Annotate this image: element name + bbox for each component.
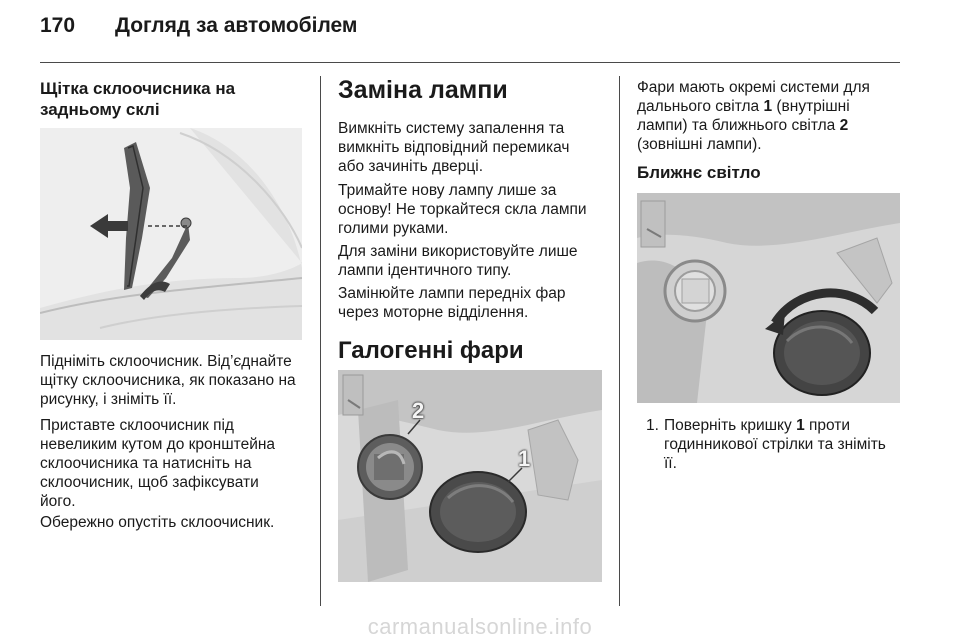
paragraph-engine-compartment: Замінюйте лампи передніх фар через моторне відділення.	[338, 285, 566, 321]
paragraph-separate-systems: Фари мають окремі системи для дальнього світла 1 (внутрішні лампи) та ближнього світла 2 (зовнішні лампи).	[637, 79, 870, 153]
step-remove-cover: Поверніть кришку 1 проти годинникової стрілки та зніміть її.	[664, 417, 886, 472]
subheading-low-beam: Ближнє світло	[637, 163, 761, 182]
watermark: carmanualsonline.info	[367, 614, 593, 639]
paragraph-identical-bulbs: Для заміни використовуйте лише лампи ідентичного типу.	[338, 243, 578, 279]
low-beam-cover-illustration	[637, 193, 900, 403]
page-number: 170	[40, 14, 76, 37]
paragraph-detach-wiper: Підніміть склоочисник. Від’єднайте щітку склоочисника, як показано на рисунку, і зніміть її.	[40, 353, 296, 408]
paragraph-hold-bulb: Тримайте нову лампу лише за основу! Не торкайтеся скла лампи голими руками.	[338, 182, 587, 237]
column-divider-1	[320, 76, 321, 606]
halogen-headlight-illustration	[338, 370, 602, 582]
paragraph-ignition-off: Вимкніть систему запалення та вимкніть відповідний перемикач або зачиніть дверці.	[338, 120, 570, 175]
step-number: 1.	[646, 417, 659, 434]
paragraph-lower-wiper: Обережно опустіть склоочисник.	[40, 514, 275, 531]
rear-wiper-illustration	[40, 128, 302, 340]
figure-label-2: 2	[412, 398, 425, 423]
figure-label-1: 1	[518, 446, 531, 471]
paragraph-attach-wiper: Приставте склоочисник під невеликим кутом до кронштейна склоочисника та натисніть на склоочисник, щоб зафіксувати його.	[40, 417, 276, 510]
column-divider-2	[619, 76, 620, 606]
section-heading-rear-wiper: Щітка склоочисника на задньому склі	[40, 79, 236, 119]
subheading-halogen-headlights: Галогенні фари	[338, 337, 524, 364]
section-heading-bulb-replacement: Заміна лампи	[338, 76, 508, 104]
header-divider	[40, 62, 900, 63]
page-title: Догляд за автомобілем	[115, 14, 358, 37]
